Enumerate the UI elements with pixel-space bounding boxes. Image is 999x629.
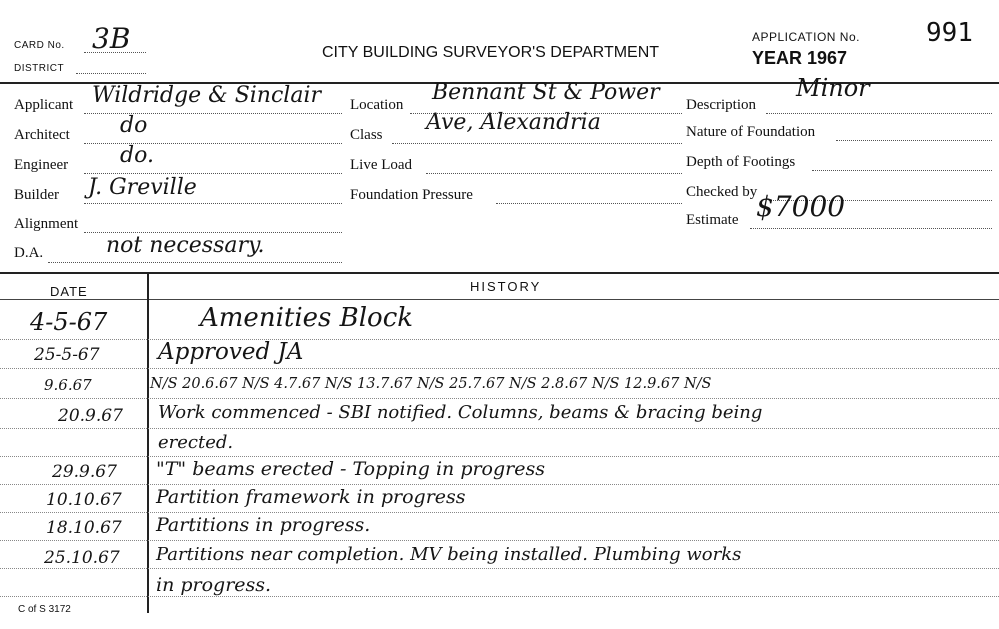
builder-label: Builder	[14, 187, 59, 203]
engineer-value: do.	[120, 143, 154, 168]
card-no-label: CARD No.	[14, 40, 65, 51]
alignment-label: Alignment	[14, 216, 79, 232]
form-code: C of S 3172	[18, 604, 71, 615]
history-date: 9.6.67	[44, 376, 92, 394]
history-date: 4-5-67	[30, 308, 108, 336]
history-entry: Partitions in progress.	[156, 514, 371, 536]
card-no-value: 3B	[92, 22, 131, 55]
year-label: YEAR 1967	[752, 48, 848, 68]
estimate-label: Estimate	[686, 212, 739, 228]
location-value: Bennant St & Power	[432, 80, 660, 105]
location-label: Location	[350, 97, 404, 113]
history-entry: in progress.	[156, 574, 272, 596]
history-date: 10.10.67	[46, 490, 122, 510]
class-label: Class	[350, 127, 383, 143]
history-entry: Partition framework in progress	[156, 486, 466, 508]
checked-by-label: Checked by	[686, 184, 758, 200]
applicant-label: Applicant	[14, 97, 74, 113]
history-date: 25-5-67	[34, 345, 100, 365]
da-value: not necessary.	[106, 233, 265, 258]
history-entry: Approved JA	[158, 339, 304, 365]
architect-value: do	[120, 113, 148, 138]
history-date: 20.9.67	[58, 406, 123, 426]
history-entry: N/S 20.6.67 N/S 4.7.67 N/S 13.7.67 N/S 25.7.67 N/S 2.8.67 N/S 12.9.67 N/S	[150, 376, 712, 392]
nature-of-foundation-label: Nature of Foundation	[686, 124, 816, 140]
estimate-value: $7000	[756, 190, 846, 223]
description-label: Description	[686, 97, 756, 113]
architect-label: Architect	[14, 127, 70, 143]
department-title: CITY BUILDING SURVEYOR'S DEPARTMENT	[322, 44, 660, 61]
builder-value: J. Greville	[88, 175, 197, 200]
district-label: DISTRICT	[14, 63, 65, 74]
history-date: 29.9.67	[52, 462, 117, 482]
history-entry: Amenities Block	[200, 303, 414, 333]
foundation-pressure-label: Foundation Pressure	[350, 187, 473, 203]
history-column-header: HISTORY	[470, 279, 542, 294]
history-entry: erected.	[158, 432, 234, 453]
da-label: D.A.	[14, 245, 44, 261]
description-value: Minor	[796, 74, 870, 102]
class-value: Ave, Alexandria	[426, 110, 601, 135]
date-column-header: DATE	[50, 284, 88, 299]
depth-of-footings-label: Depth of Footings	[686, 154, 796, 170]
history-entry: Work commenced - SBI notified. Columns, beams & bracing being	[158, 402, 763, 423]
history-entry: Partitions near completion. MV being installed. Plumbing works	[156, 544, 742, 565]
engineer-label: Engineer	[14, 157, 69, 173]
live-load-label: Live Load	[350, 157, 413, 173]
application-no-value: 991	[926, 18, 973, 48]
application-no-label: APPLICATION No.	[752, 30, 860, 44]
applicant-value: Wildridge & Sinclair	[92, 83, 321, 108]
history-date: 25.10.67	[44, 548, 120, 568]
history-date: 18.10.67	[46, 518, 122, 538]
history-entry: "T" beams erected - Topping in progress	[156, 458, 545, 480]
